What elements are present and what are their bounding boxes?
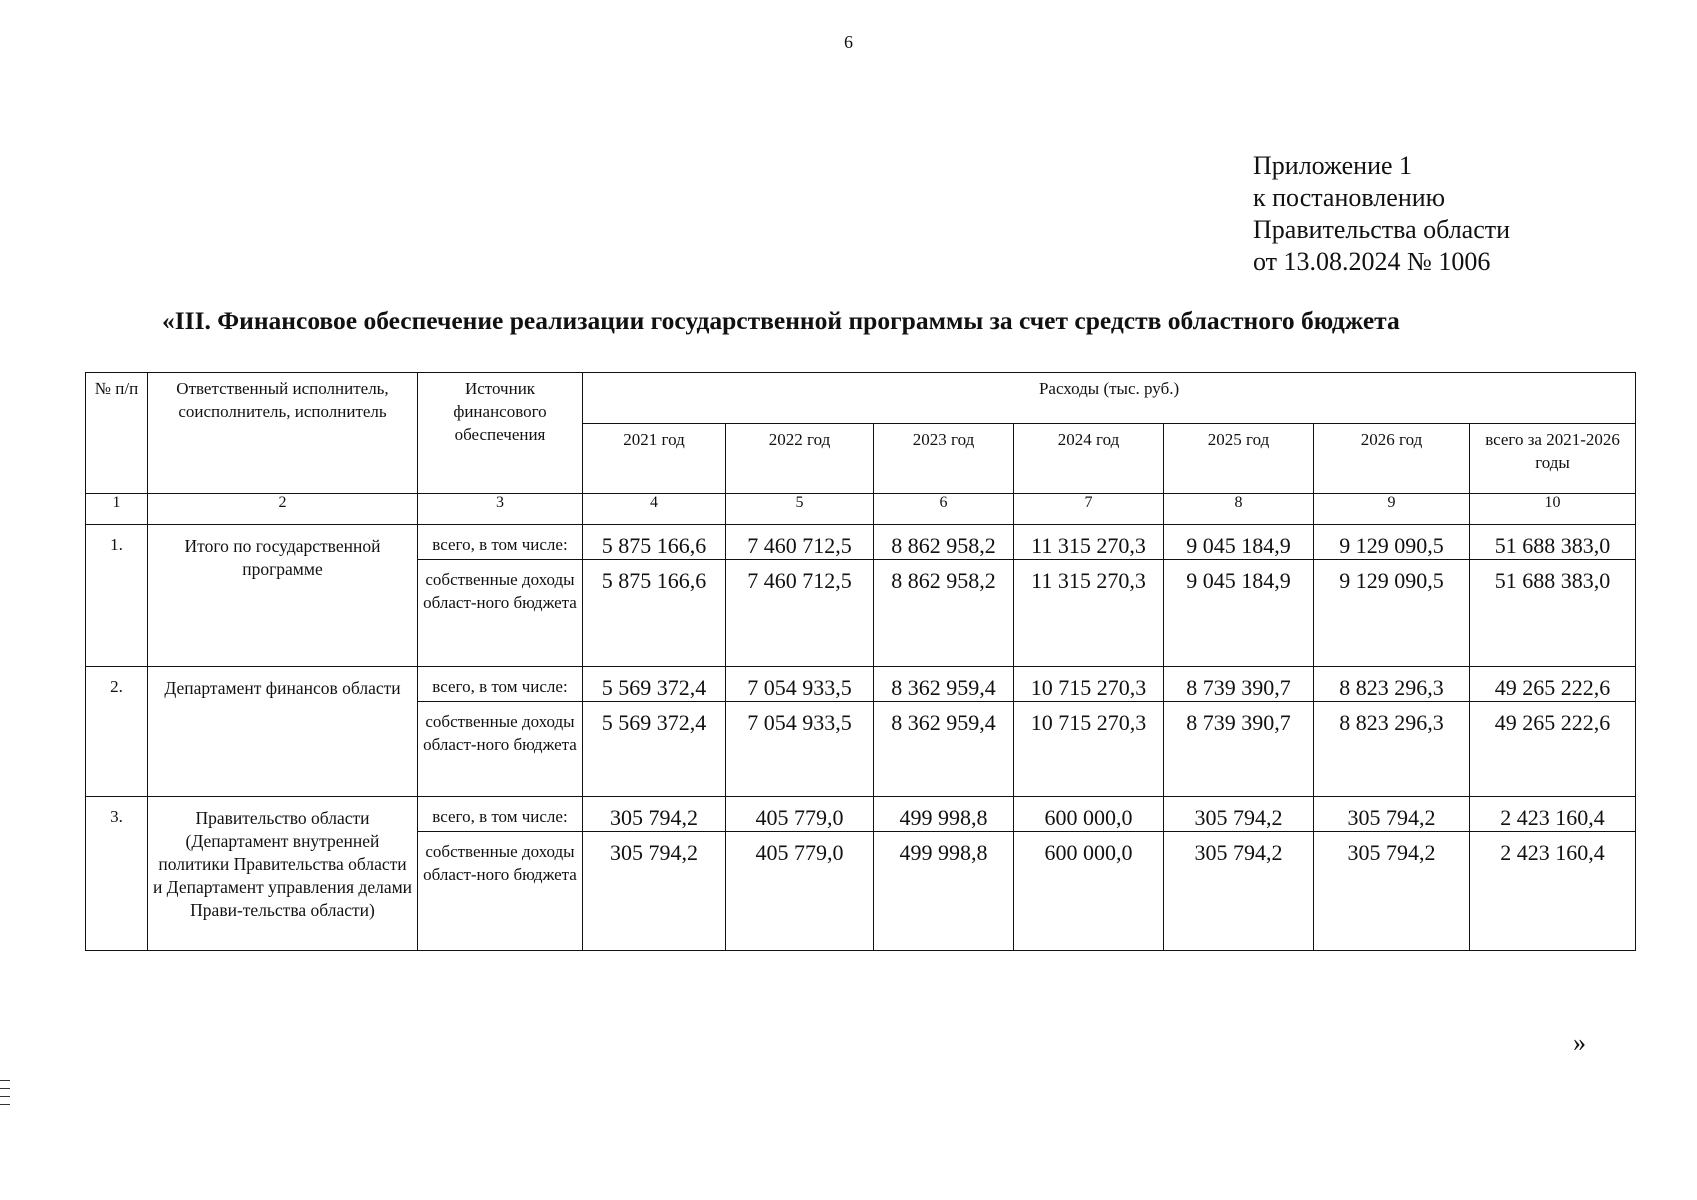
header-year: 2023 год (874, 424, 1014, 494)
scan-edge-mark (0, 1104, 10, 1105)
value-cell: 8 362 959,4 (874, 667, 1014, 702)
row-source: собственные доходы област-ного бюджета (418, 702, 583, 797)
value-cell: 5 875 166,6 (583, 525, 726, 560)
row-source: собственные доходы област-ного бюджета (418, 560, 583, 667)
header-row-top (86, 373, 1636, 424)
row-executor: Департамент финансов области (148, 667, 418, 797)
row-number: 2. (86, 667, 148, 797)
value-cell: 5 875 166,6 (583, 560, 726, 667)
value-cell: 7 460 712,5 (726, 560, 874, 667)
appendix-line-3: Правительства области (1253, 215, 1511, 244)
value-cell: 8 739 390,7 (1164, 667, 1314, 702)
scan-edge-mark (0, 1096, 10, 1097)
appendix-line-2: к постановлению (1253, 183, 1446, 212)
value-cell: 405 779,0 (726, 832, 874, 951)
header-year: 2021 год (583, 424, 726, 494)
financing-table (85, 372, 1636, 951)
header-year: 2024 год (1014, 424, 1164, 494)
value-cell: 405 779,0 (726, 797, 874, 832)
value-cell-total: 49 265 222,6 (1470, 667, 1636, 702)
header-year: 2026 год (1314, 424, 1470, 494)
value-cell: 499 998,8 (874, 797, 1014, 832)
value-cell-total: 51 688 383,0 (1470, 525, 1636, 560)
header-year: 2025 год (1164, 424, 1314, 494)
value-cell: 8 739 390,7 (1164, 702, 1314, 797)
value-cell: 5 569 372,4 (583, 667, 726, 702)
value-cell: 305 794,2 (1314, 832, 1470, 951)
value-cell: 8 823 296,3 (1314, 702, 1470, 797)
value-cell: 8 362 959,4 (874, 702, 1014, 797)
value-cell: 9 045 184,9 (1164, 525, 1314, 560)
column-number: 8 (1164, 494, 1314, 525)
column-number: 7 (1014, 494, 1164, 525)
value-cell-total: 2 423 160,4 (1470, 797, 1636, 832)
appendix-block (1253, 150, 1510, 278)
table-row (86, 797, 1636, 832)
value-cell: 305 794,2 (583, 832, 726, 951)
column-number: 3 (418, 494, 583, 525)
column-number: 6 (874, 494, 1014, 525)
row-source: собственные доходы област-ного бюджета (418, 832, 583, 951)
header-year-total: всего за 2021-2026 годы (1470, 424, 1636, 494)
section-title: «III. Финансовое обеспечение реализации государственной программы за счет средств областного бюджета (162, 306, 1400, 335)
scan-edge-mark (0, 1080, 10, 1081)
value-cell: 7 054 933,5 (726, 667, 874, 702)
value-cell: 8 862 958,2 (874, 525, 1014, 560)
table-row (86, 667, 1636, 702)
header-expenses: Расходы (тыс. руб.) (583, 373, 1636, 424)
value-cell: 5 569 372,4 (583, 702, 726, 797)
row-executor: Итого по государственной программе (148, 525, 418, 667)
closing-quote: » (1573, 1028, 1586, 1057)
value-cell: 10 715 270,3 (1014, 667, 1164, 702)
row-number: 1. (86, 525, 148, 667)
row-number: 3. (86, 797, 148, 951)
value-cell: 305 794,2 (583, 797, 726, 832)
column-numbers-row (86, 494, 1636, 525)
header-no: № п/п (86, 373, 148, 494)
value-cell-total: 49 265 222,6 (1470, 702, 1636, 797)
value-cell: 305 794,2 (1164, 832, 1314, 951)
value-cell: 305 794,2 (1164, 797, 1314, 832)
column-number: 5 (726, 494, 874, 525)
value-cell: 600 000,0 (1014, 832, 1164, 951)
column-number: 2 (148, 494, 418, 525)
value-cell: 9 129 090,5 (1314, 525, 1470, 560)
row-executor: Правительство области (Департамент внутренней политики Правительства области и Департамент управления делами Прави-тельства области) (148, 797, 418, 951)
header-executor: Ответственный исполнитель, соисполнитель, исполнитель (148, 373, 418, 494)
value-cell: 8 823 296,3 (1314, 667, 1470, 702)
value-cell: 305 794,2 (1314, 797, 1470, 832)
appendix-line-1: Приложение 1 (1253, 151, 1413, 180)
column-number: 4 (583, 494, 726, 525)
scan-edge-mark (0, 1088, 10, 1089)
value-cell: 8 862 958,2 (874, 560, 1014, 667)
row-source: всего, в том числе: (418, 667, 583, 702)
value-cell: 10 715 270,3 (1014, 702, 1164, 797)
value-cell: 9 129 090,5 (1314, 560, 1470, 667)
value-cell-total: 51 688 383,0 (1470, 560, 1636, 667)
value-cell-total: 2 423 160,4 (1470, 832, 1636, 951)
table-row (86, 525, 1636, 560)
value-cell: 11 315 270,3 (1014, 525, 1164, 560)
header-source: Источник финансового обеспечения (418, 373, 583, 494)
row-source: всего, в том числе: (418, 525, 583, 560)
row-source: всего, в том числе: (418, 797, 583, 832)
value-cell: 7 054 933,5 (726, 702, 874, 797)
page-number: 6 (844, 32, 853, 52)
header-year: 2022 год (726, 424, 874, 494)
column-number: 9 (1314, 494, 1470, 525)
value-cell: 11 315 270,3 (1014, 560, 1164, 667)
value-cell: 9 045 184,9 (1164, 560, 1314, 667)
column-number: 1 (86, 494, 148, 525)
appendix-line-4: от 13.08.2024 № 1006 (1253, 247, 1491, 276)
column-number: 10 (1470, 494, 1636, 525)
value-cell: 7 460 712,5 (726, 525, 874, 560)
value-cell: 600 000,0 (1014, 797, 1164, 832)
value-cell: 499 998,8 (874, 832, 1014, 951)
